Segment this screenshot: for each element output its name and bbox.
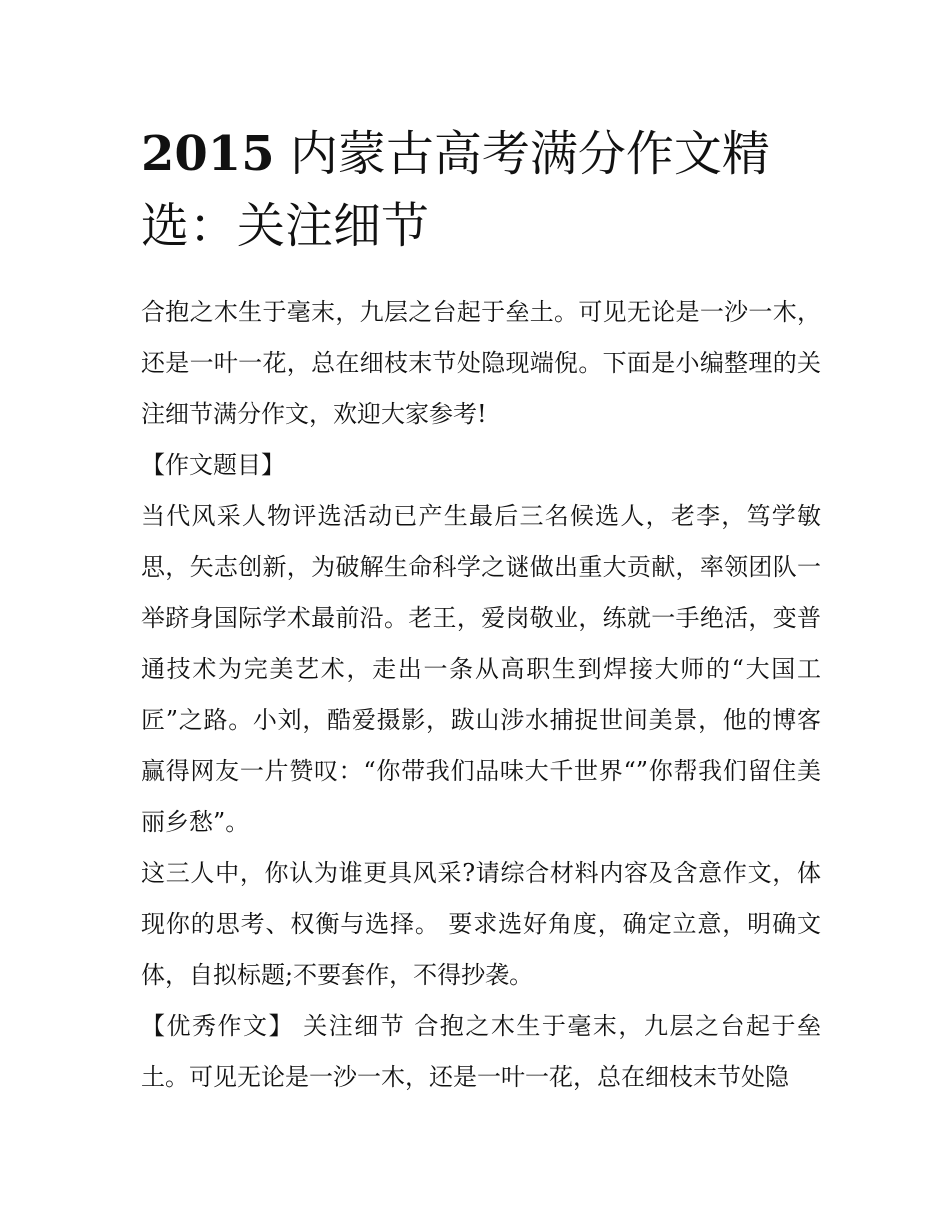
section-heading-prompt: 【作文题目】 [141, 451, 285, 479]
intro-paragraph: 合抱之木生于毫末，九层之台起于垒土。可见无论是一沙一木，还是一叶一花，总在细枝末节处隐现端倪。下面是小编整理的关注细节满分作文，欢迎大家参考! [141, 298, 821, 428]
requirements-paragraph: 这三人中，你认为谁更具风采?请综合材料内容及含意作文，体现你的思考、权衡与选择。 要求选好角度，确定立意，明确文体，自拟标题;不要套作，不得抄袭。 [141, 859, 821, 989]
title-text: 内蒙古高考满分作文精选：关注细节 [141, 126, 770, 254]
prompt-paragraph: 当代风采人物评选活动已产生最后三名候选人，老李，笃学敏思，矢志创新，为破解生命科学之谜做出重大贡献，率领团队一举跻身国际学术最前沿。老王，爱岗敬业，练就一手绝活，变普通技术为完美艺术，走出一条从高职生到焊接大师的“大国工匠”之路。小刘，酷爱摄影，跋山涉水捕捉世间美景，他的博客赢得网友一片赞叹：“你带我们品味大千世界“”你帮我们留住美丽乡愁”。 [141, 502, 821, 836]
title-year: 2015 [141, 126, 275, 182]
document-page [141, 118, 821, 1103]
essay-paragraph: 【优秀作文】 关注细节 合抱之木生于毫末，九层之台起于垒土。可见无论是一沙一木，还是一叶一花，总在细枝末节处隐 [141, 1012, 821, 1091]
document-title [141, 118, 821, 262]
